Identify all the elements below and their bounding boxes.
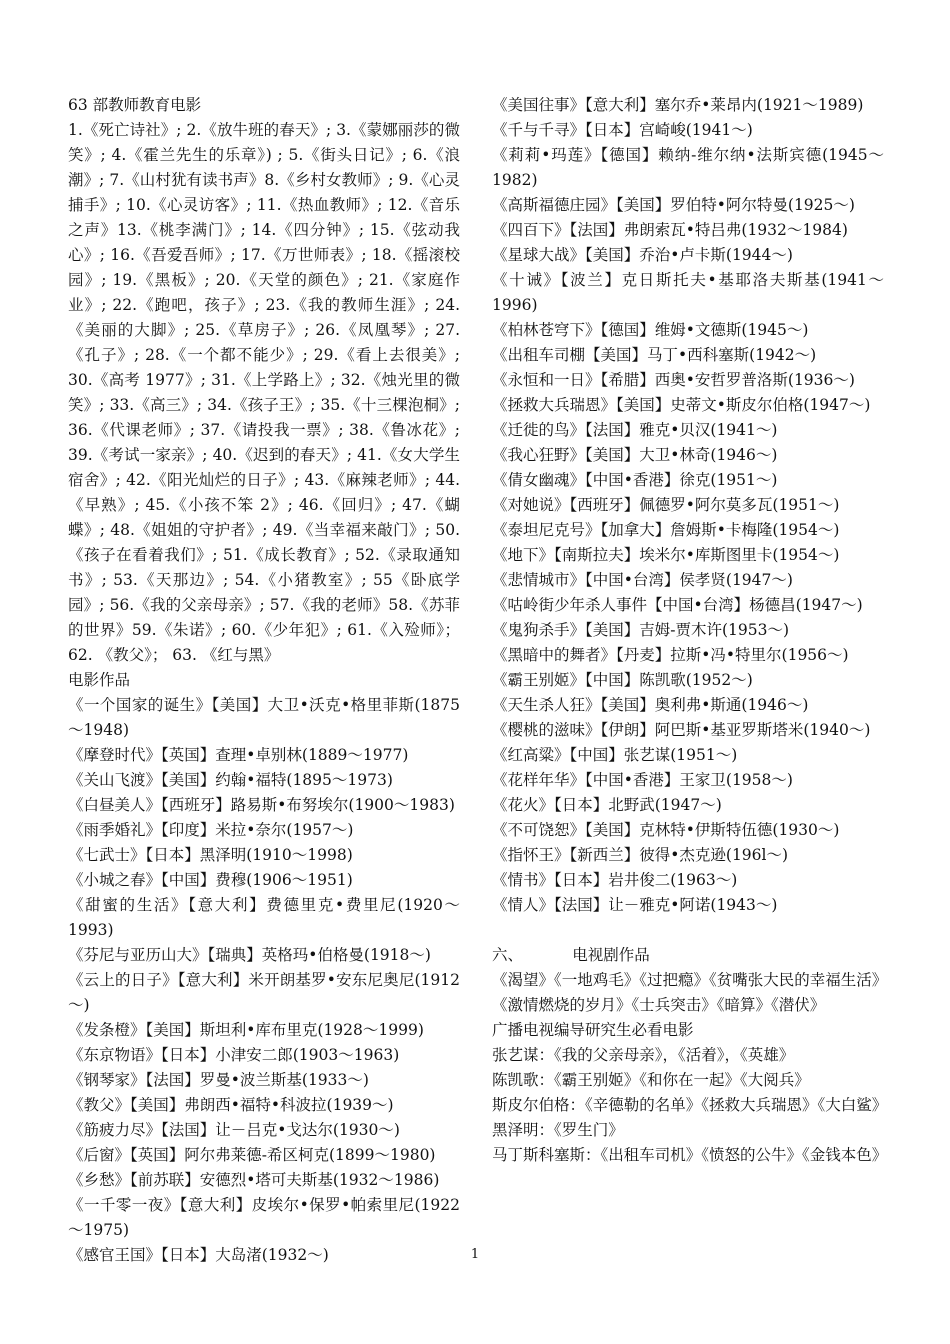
film-entry: 《千与千寻》【日本】宫崎峻(1941～) <box>492 121 753 139</box>
film-entry: 《黑暗中的舞者》【丹麦】拉斯•冯•特里尔(1956～) <box>492 646 849 664</box>
text-line: 63 部教师教育电影 <box>68 96 202 114</box>
section-heading: 广播电视编导研究生必看电影 <box>492 1021 694 1039</box>
film-entry: 《悲情城市》【中国•台湾】侯孝贤(1947～) <box>492 571 793 589</box>
film-entry: 《不可饶恕》【美国】克林特•伊斯特伍德(1930～) <box>492 821 840 839</box>
section-heading: 电影作品 <box>68 671 131 689</box>
film-entry: 《情人》【法国】让－雅克•阿诺(1943～) <box>492 896 778 914</box>
tv-list: 《激情燃烧的岁月》《士兵突击》《暗算》《潜伏》 <box>492 996 826 1014</box>
director-entry: 黑泽明：《罗生门》 <box>492 1121 624 1139</box>
film-entry: 《鬼狗杀手》【美国】吉姆-贾木许(1953～) <box>492 621 790 639</box>
film-entry: 《柏林苍穹下》【德国】维姆•文德斯(1945～) <box>492 321 809 339</box>
film-entry: 《咕岭街少年杀人事件【中国•台湾】杨德昌(1947～) <box>492 596 863 614</box>
film-entry: 《对她说》【西班牙】佩德罗•阿尔莫多瓦(1951～) <box>492 496 840 514</box>
film-entry: 《天生杀人狂》【美国】奥利弗•斯通(1946～) <box>492 696 809 714</box>
film-entry: 《红高粱》【中国】张艺谋(1951～) <box>492 746 738 764</box>
film-entry: 《云上的日子》【意大利】米开朗基罗•安东尼奥尼(1912～) <box>68 971 460 1014</box>
film-entry: 《情书》【日本】岩井俊二(1963～) <box>492 871 738 889</box>
film-entry: 《樱桃的滋味》【伊朗】阿巴斯•基亚罗斯塔米(1940～) <box>492 721 871 739</box>
film-entry: 《指怀王》【新西兰】彼得•杰克逊(196l～) <box>492 846 789 864</box>
film-entry: 《芬尼与亚历山大》【瑞典】英格玛•伯格曼(1918～) <box>68 946 431 964</box>
film-entry: 《莉莉•玛莲》【德国】赖纳-维尔纳•法斯宾德(1945～1982) <box>492 146 884 189</box>
film-entry: 《四百下》【法国】弗朗索瓦•特吕弗(1932～1984) <box>492 221 848 239</box>
film-entry: 《钢琴家》【法国】罗曼•波兰斯基(1933～) <box>68 1071 369 1089</box>
film-entry: 《东京物语》【日本】小津安二郎(1903～1963) <box>68 1046 400 1064</box>
film-entry: 《拯救大兵瑞恩》【美国】史蒂文•斯皮尔伯格(1947～) <box>492 396 871 414</box>
film-entry: 《一个国家的诞生》【美国】大卫•沃克•格里菲斯(1875～1948) <box>68 696 460 739</box>
film-entry: 《花火》【日本】北野武(1947～) <box>492 796 722 814</box>
film-entry: 《高斯福德庄园》【美国】罗伯特•阿尔特曼(1925～) <box>492 196 855 214</box>
film-entry: 《我心狂野》【美国】大卫•林奇(1946～) <box>492 446 778 464</box>
film-entry: 《一千零一夜》【意大利】皮埃尔•保罗•帕索里尼(1922～1975) <box>68 1196 460 1239</box>
film-entry: 《地下》【南斯拉夫】埃米尔•库斯图里卡(1954～) <box>492 546 840 564</box>
film-entry: 《甜蜜的生活》【意大利】费德里克•费里尼(1920～1993) <box>68 896 460 939</box>
director-entry: 马丁斯科塞斯：《出租车司机》《愤怒的公牛》《金钱本色》 <box>492 1146 888 1164</box>
film-entry: 《永恒和一日》【希腊】西奥•安哲罗普洛斯(1936～) <box>492 371 855 389</box>
film-entry: 《摩登时代》【英国】查理•卓别林(1889～1977) <box>68 746 409 764</box>
film-entry: 《霸王别姬》【中国】陈凯歌(1952～) <box>492 671 753 689</box>
film-entry: 《白昼美人》【西班牙】路易斯•布努埃尔(1900～1983) <box>68 796 455 814</box>
left-column <box>68 93 465 1268</box>
director-entry: 陈凯歌：《霸王别姬》《和你在一起》《大阅兵》 <box>492 1071 810 1089</box>
film-entry: 《十诫》【波兰】克日斯托夫•基耶洛夫斯基(1941～1996) <box>492 271 884 314</box>
film-entry: 《感官王国》【日本】大岛渚(1932～) <box>68 1246 329 1264</box>
page-number: 1 <box>470 1247 480 1262</box>
film-entry: 《教父》【美国】弗朗西•福特•科波拉(1939～) <box>68 1096 394 1114</box>
film-entry: 《迁徙的鸟》【法国】雅克•贝汉(1941～) <box>492 421 778 439</box>
text-paragraph: 1.《死亡诗社》; 2.《放牛班的春天》; 3.《蒙娜丽莎的微笑》; 4.《霍兰先生的乐章》) ; 5.《街头日记》; 6.《浪潮》; 7.《山村犹有读书声》8.《乡村女教师》; 9.《心灵捕手》; 10.《心灵访客》; 11.《热血教师》; 12.《音乐之声》13.《桃李满门》; 14.《四分钟》; 15.《弦动我心》; 16.《吾爱吾师》; 17.《万世师表》; 18.《摇滚校园》; 19.《黑板》; 20.《天堂的颜色》; 21.《家庭作业》; 22.《跑吧，孩子》; 23.《我的教师生涯》; 24.《美丽的大脚》; 25.《草房子》; 26.《凤凰琴》; 27.《孔子》; 28.《一个都不能少》; 29.《看上去很美》; 30.《高考 1977》; 31.《上学路上》; 32.《烛光里的微笑》; 33.《高三》; 34.《孩子王》; 35.《十三棵泡桐》; 36.《代课老师》; 37.《请投我一票》; 38.《鲁冰花》; 39.《考试一家亲》; 40.《迟到的春天》; 41.《女大学生宿舍》; 42.《阳光灿烂的日子》; 43.《麻辣老师》; 44.《早熟》; 45.《小孩不笨 2》; 46.《回归》; 47.《蝴蝶》; 48.《姐姐的守护者》; 49.《当幸福来敲门》; 50.《孩子在看着我们》; 51.《成长教育》; 52.《录取通知书》; 53.《天那边》; 54.《小猪教室》; 55《卧底学园》; 56.《我的父亲母亲》; 57.《我的老师》58.《苏菲的世界》59.《朱诺》; 60.《少年犯》; 61.《入殓师》； 62. 《教父》； 63. 《红与黑》 <box>68 121 465 664</box>
film-entry: 《美国往事》【意大利】塞尔乔•莱昂内(1921～1989) <box>492 96 864 114</box>
right-column <box>492 93 888 1168</box>
director-entry: 斯皮尔伯格：《辛德勒的名单》《拯救大兵瑞恩》《大白鲨》 <box>492 1096 888 1114</box>
film-entry: 《发条橙》【美国】斯坦利•库布里克(1928～1999) <box>68 1021 424 1039</box>
film-entry: 《筋疲力尽》【法国】让－吕克•戈达尔(1930～) <box>68 1121 400 1139</box>
director-entry: 张艺谋：《我的父亲母亲》，《活着》，《英雄》 <box>492 1046 795 1064</box>
film-entry: 《七武士》【日本】黑泽明(1910～1998) <box>68 846 353 864</box>
film-entry: 《后窗》【英国】阿尔弗莱德-希区柯克(1899～1980) <box>68 1146 436 1164</box>
film-entry: 《花样年华》【中国•香港】王家卫(1958～) <box>492 771 793 789</box>
film-entry: 《乡愁》【前苏联】安德烈•塔可夫斯基(1932～1986) <box>68 1171 440 1189</box>
film-entry: 《小城之春》【中国】费穆(1906～1951) <box>68 871 353 889</box>
film-entry: 《泰坦尼克号》【加拿大】詹姆斯•卡梅隆(1954～) <box>492 521 840 539</box>
section-heading: 六、 电视剧作品 <box>492 946 650 964</box>
film-entry: 《星球大战》【美国】乔治•卢卡斯(1944～) <box>492 246 793 264</box>
film-entry: 《雨季婚礼》【印度】米拉•奈尔(1957～) <box>68 821 354 839</box>
film-entry: 《倩女幽魂》【中国•香港】徐克(1951～) <box>492 471 778 489</box>
blank-line <box>492 918 884 943</box>
tv-list: 《渴望》《一地鸡毛》《过把瘾》《贫嘴张大民的幸福生活》 <box>492 971 888 989</box>
film-entry: 《出租车司棚【美国】马丁•西科塞斯(1942～) <box>492 346 817 364</box>
film-entry: 《关山飞渡》【美国】约翰•福特(1895～1973) <box>68 771 393 789</box>
